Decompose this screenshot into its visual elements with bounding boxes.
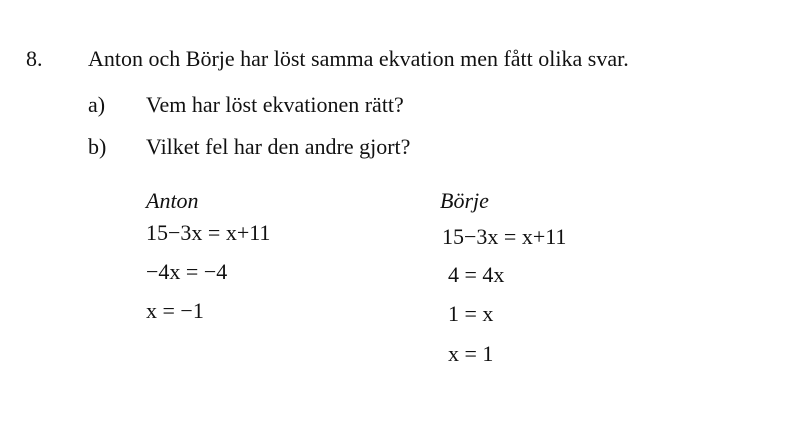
- borje-step-4: x = 1: [448, 341, 494, 366]
- borje-step-2: 4 = 4x: [448, 262, 505, 287]
- borje-step-1: 15−3x = x+11: [442, 224, 567, 249]
- anton-name: Anton: [146, 188, 199, 213]
- anton-step-2: −4x = −4: [146, 259, 228, 284]
- subquestion-b-text: Vilket fel har den andre gjort?: [146, 134, 411, 159]
- question-text: Anton och Börje har löst samma ekvation men fått olika svar.: [88, 46, 629, 71]
- borje-name: Börje: [440, 188, 489, 213]
- subquestion-b-label: b): [88, 134, 107, 159]
- anton-step-1: 15−3x = x+11: [146, 220, 271, 245]
- question-number: 8.: [26, 46, 43, 71]
- borje-step-3: 1 = x: [448, 301, 494, 326]
- subquestion-a-text: Vem har löst ekvationen rätt?: [146, 92, 404, 117]
- subquestion-a-label: a): [88, 92, 106, 117]
- anton-step-3: x = −1: [146, 298, 204, 323]
